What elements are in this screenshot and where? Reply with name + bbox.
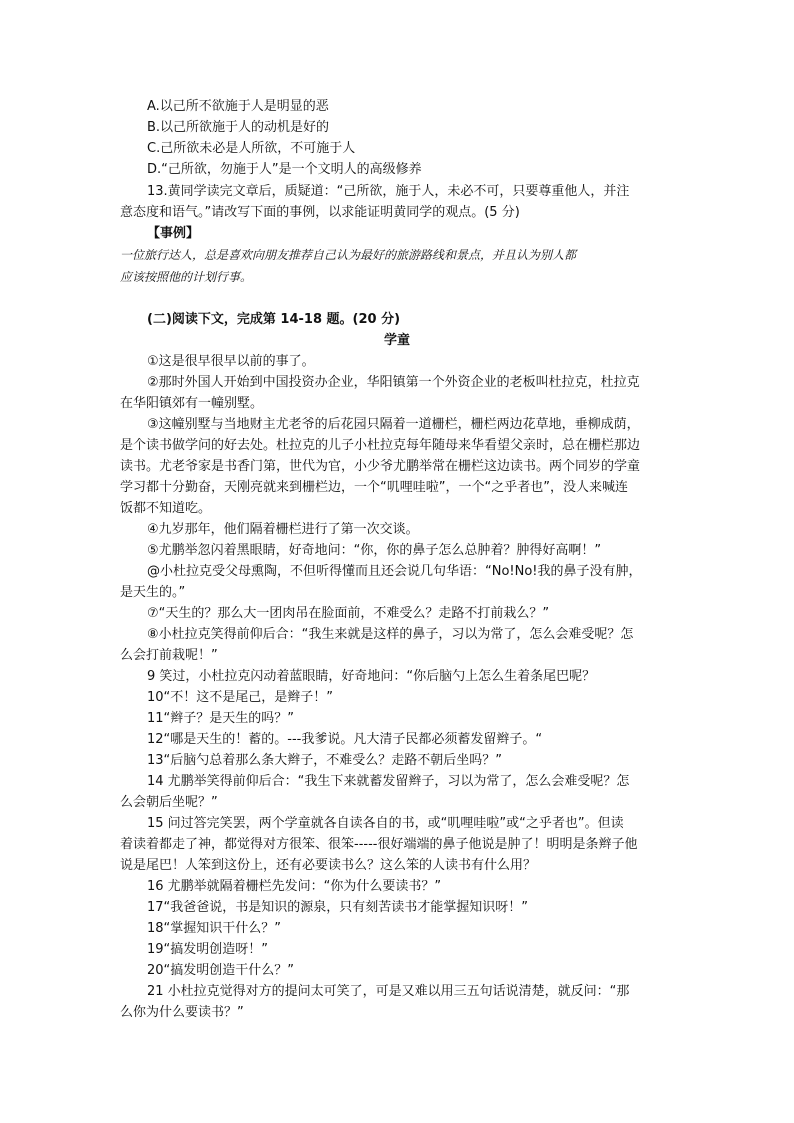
paragraph-line: 是个读书做学问的好去处。杜拉克的儿子小杜拉克每年随母来华看望父亲时，总在栅栏那边	[120, 438, 641, 453]
option-a: A.以己所不欲施于人是明显的恶	[147, 99, 329, 114]
paragraph-line: 13“后脑勺总着那么条大辫子，不难受么？走路不朝后坐吗？”	[147, 753, 503, 768]
paragraph-line: 读书。尤老爷家是书香门第，世代为官，小少爷尤鹏举常在栅栏这边读书。两个同岁的学童	[120, 459, 641, 474]
paragraph-line: 17“我爸爸说，书是知识的源泉，只有刻苦读书才能掌握知识呀！”	[147, 900, 529, 915]
paragraph-line: ⑦“天生的？那么大一团肉吊在脸面前，不难受么？走路不打前栽么？”	[147, 606, 550, 621]
paragraph-line: 饭都不知道吃。	[120, 501, 212, 516]
paragraph-line: 21 小杜拉克觉得对方的提问太可笑了，可是又难以用三五句话说清楚，就反问：“那	[147, 984, 630, 999]
option-b: B.以己所欲施于人的动机是好的	[147, 120, 330, 135]
paragraph-line: ①这是很早很早以前的事了。	[147, 354, 315, 369]
question-13: 13.黄同学读完文章后，质疑道：“己所欲，施于人，未必不可，只要尊重他人，并注	[147, 184, 630, 199]
paragraph-line: ⑧小杜拉克笑得前仰后合：“我生来就是这样的鼻子，习以为常了，怎么会难受呢？怎	[147, 627, 634, 642]
paragraph-line: 10“不！这不是尾己，是辫子！”	[147, 690, 334, 705]
paragraph-line: 么会打前栽呢！”	[120, 648, 218, 663]
paragraph-line: 着读着都走了神，都觉得对方很笨、很笨-----很好端端的鼻子他说是肿了！明明是条辫子他	[120, 837, 638, 852]
passage-title: 学童	[383, 333, 410, 348]
paragraph-line: 在华阳镇郊有一幢别墅。	[120, 396, 264, 411]
paragraph-line: ⑤尤鹏举忽闪着黑眼睛，好奇地问：“你，你的鼻子怎么总肿着？肿得好高啊！”	[147, 543, 602, 558]
paragraph-line: 18“掌握知识干什么？”	[147, 921, 282, 936]
paragraph-line: ②那时外国人开始到中国投资办企业，华阳镇第一个外资企业的老板叫杜拉克，杜拉克	[147, 375, 640, 390]
paragraph-line: 14 尤鹏举笑得前仰后合：“我生下来就蓄发留辫子，习以为常了，怎么会难受呢？怎	[147, 774, 630, 789]
question-13-cont: 意态度和语气。”请改写下面的事例，以求能证明黄同学的观点。(5 分)	[120, 205, 520, 220]
paragraph-line: 9 笑过，小杜拉克闪动着蓝眼睛，好奇地问：“你后脑勺上怎么生着条尾巴呢？	[147, 669, 596, 684]
paragraph-line: 是天生的。”	[120, 585, 186, 600]
case-text: 一位旅行达人，总是喜欢向朋友推荐自己认为最好的旅游路线和景点，并且认为别人都	[120, 248, 577, 262]
paragraph-line: 说是尾巴！人笨到这份上，还有必要读书么？这么笨的人读书有什么用？	[120, 858, 537, 873]
option-d: D.“己所欲，勿施于人”是一个文明人的高级修养	[147, 162, 422, 177]
paragraph-line: 19“搞发明创造呀！”	[147, 942, 269, 957]
paragraph-line: ③这幢别墅与当地财主尤老爷的后花园只隔着一道栅栏，栅栏两边花草地，垂柳成荫，	[147, 417, 640, 432]
paragraph-line: 11“辫子？是天生的吗？”	[147, 711, 295, 726]
paragraph-line: 么会朝后坐呢？”	[120, 795, 218, 810]
paragraph-line: 20“搞发明创造干什么？”	[147, 963, 295, 978]
paragraph-line: 15 问过答完笑罢，两个学童就各自读各自的书，或“叽哩哇啦”或“之乎者也”。但读	[147, 816, 624, 831]
case-text-cont: 应该按照他的计划行事。	[120, 270, 253, 284]
paragraph-line: 学习都十分勤奋，天刚亮就来到栅栏边，一个“叽哩哇啦”，一个“之乎者也”，没人来喊连	[120, 480, 628, 495]
paragraph-line: 16 尤鹏举就隔着栅栏先发问：“你为什么要读书？”	[147, 879, 442, 894]
paragraph-line: ④九岁那年，他们隔着栅栏进行了第一次交谈。	[147, 522, 419, 537]
case-heading: 【事例】	[147, 226, 200, 241]
paragraph-line: 12“哪是天生的！蓄的。---我爹说。凡大清子民都必须蓄发留辫子。“	[147, 732, 543, 747]
paragraph-line: @小杜拉克受父母熏陶，不但听得懂而且还会说几句华语：“No!No!我的鼻子没有肿，	[147, 564, 642, 579]
section-heading: (二)阅读下文，完成第 14-18 题。(20 分)	[147, 312, 401, 327]
paragraph-line: 么你为什么要读书？”	[120, 1005, 244, 1020]
option-c: C.己所欲未必是人所欲，不可施于人	[147, 141, 356, 156]
